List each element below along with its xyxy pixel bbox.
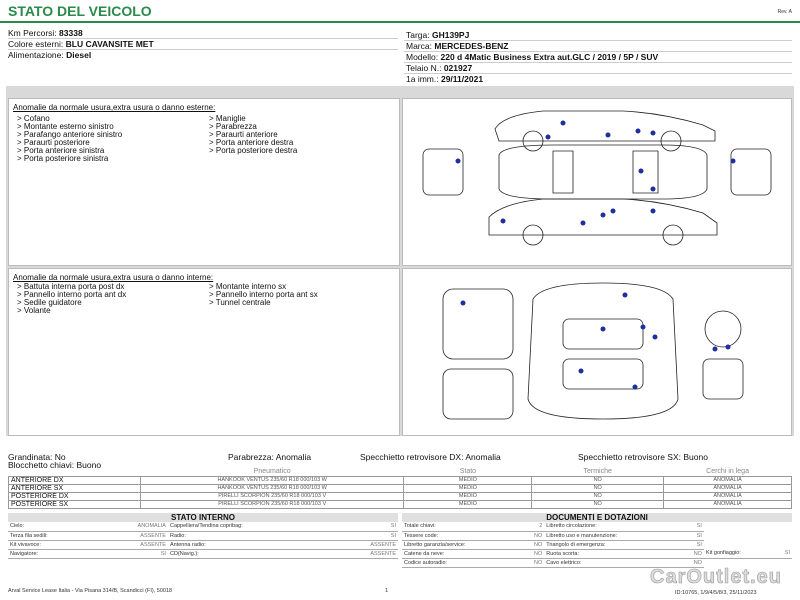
exterior-car-diagram — [403, 99, 791, 265]
keys-status: Blocchetto chiavi: Buono — [8, 460, 102, 470]
tyre-cell-thermal: NO — [532, 500, 664, 508]
damage-marker — [713, 347, 718, 352]
field-label: Kit gonfiaggio: — [704, 549, 775, 558]
field-label: Ruota scorta: — [544, 549, 681, 558]
tyre-row — [9, 492, 792, 500]
car-rear-outline — [731, 149, 771, 195]
car-top-outline — [499, 145, 707, 199]
page-title: STATO DEL VEICOLO — [8, 3, 152, 19]
field-label: Cavo elettrico: — [544, 558, 681, 567]
tyre-cell-rims: ANOMALIA — [664, 484, 792, 492]
damage-list-item: > Montante esterno sinistro — [17, 122, 114, 131]
tyre-cell-state: MEDIO — [404, 484, 532, 492]
field-value: ASSENTE — [334, 549, 398, 558]
grid-row — [402, 531, 792, 540]
interior-list-right — [209, 283, 318, 307]
km-label: Km Percorsi: — [8, 28, 57, 38]
tyre-row — [9, 476, 792, 484]
damage-marker — [651, 131, 656, 136]
damage-marker — [639, 169, 644, 174]
grid-row — [402, 549, 792, 558]
model-row — [406, 52, 658, 62]
field-value: NO — [522, 540, 544, 549]
documents-table — [402, 522, 792, 568]
field-label: Catene da neve: — [402, 549, 522, 558]
field-value: ASSENTE — [334, 540, 398, 549]
field-label: Cielo: — [8, 522, 98, 531]
km-value: 83338 — [59, 28, 83, 38]
damage-list-item: > Paraurti posteriore — [17, 138, 90, 147]
rims-header: Cerchi in lega — [706, 468, 749, 476]
registration-row — [406, 74, 483, 84]
tyre-row — [9, 484, 792, 492]
field-value: 2 — [522, 522, 544, 531]
damage-list-item: > Montante interno sx — [209, 282, 287, 291]
plate-row — [406, 30, 469, 40]
tyre-cell-state: MEDIO — [404, 500, 532, 508]
damage-marker — [579, 369, 584, 374]
field-label: Navigatore: — [8, 549, 98, 558]
footer-reference: ID:10765, 1/9/4/5/8/3, 25/11/2023 — [675, 590, 757, 596]
field-label: CD(Navig.): — [168, 549, 334, 558]
interior-title: Anomalie da normale usura,extra usura o danno interne: — [13, 273, 214, 282]
steering-wheel-icon — [705, 311, 741, 347]
field-value: SI — [98, 549, 168, 558]
color-row — [8, 39, 154, 49]
title-underline — [0, 21, 800, 23]
windshield-status: Parabrezza: Anomalia — [228, 452, 312, 462]
field-value: ANOMALIA — [98, 522, 168, 531]
damage-marker — [546, 135, 551, 140]
car-cabin-front-outline — [443, 289, 513, 359]
damage-list-item: > Paraurti anteriore — [209, 130, 278, 139]
damage-list-item: > Sedile guidatore — [17, 298, 82, 307]
registration-value: 29/11/2021 — [440, 74, 484, 84]
plate-value: GH139PJ — [432, 30, 470, 40]
car-cabin-rear-outline — [443, 369, 513, 419]
internal-state-table — [8, 522, 398, 559]
damage-marker — [651, 187, 656, 192]
grid-row — [8, 549, 398, 558]
field-label: Totale chiavi: — [402, 522, 522, 531]
damage-list-item: > Battuta interna porta post dx — [17, 282, 125, 291]
field-label: Terza fila sedili: — [8, 531, 98, 540]
tyre-cell-pos: POSTERIORE SX — [9, 500, 141, 508]
tyre-cell-rims: ANOMALIA — [664, 492, 792, 500]
fuel-row — [8, 50, 91, 60]
field-value: NO — [522, 558, 544, 567]
frame-label: Telaio N.: — [406, 63, 442, 73]
car-side-top-outline — [495, 111, 715, 141]
exterior-panel — [8, 98, 400, 266]
plate-label: Targa: — [406, 30, 430, 40]
field-label: Kit vivavoce: — [8, 540, 98, 549]
internal-state-title: STATO INTERNO — [8, 513, 398, 522]
state-header: Stato — [459, 468, 477, 476]
tyre-cell-rims: ANOMALIA — [664, 476, 792, 484]
damage-marker — [581, 221, 586, 226]
tyre-cell-pos: ANTERIORE DX — [9, 476, 141, 484]
tyres-header-row — [9, 468, 792, 476]
field-value: NO — [682, 549, 704, 558]
field-label: Radio: — [168, 531, 334, 540]
exterior-title: Anomalie da normale usura,extra usura o danno esterne: — [13, 103, 216, 112]
damage-marker — [461, 301, 466, 306]
damage-marker — [611, 209, 616, 214]
grid-row — [402, 522, 792, 531]
exterior-diagram-panel — [402, 98, 792, 266]
field-label: Cappelliera/Tendina copribag: — [168, 522, 334, 531]
field-label: Libretto circolazione: — [544, 522, 681, 531]
brand-value: MERCEDES-BENZ — [434, 41, 509, 51]
field-value: SI — [682, 522, 704, 531]
damage-list-item: > Parabrezza — [209, 122, 257, 131]
damage-list-item: > Volante — [17, 306, 51, 315]
interior-panel — [8, 268, 400, 436]
field-label: Antenna radio: — [168, 540, 334, 549]
km-row — [8, 28, 83, 38]
hail-status: Grandinata: No — [8, 452, 66, 462]
tyre-cell-thermal: NO — [532, 492, 664, 500]
seats-outline — [563, 359, 643, 389]
grid-row — [8, 522, 398, 531]
damage-list-item: > Cofano — [17, 114, 50, 123]
damage-marker — [726, 345, 731, 350]
field-label: Libretto garanzia/service: — [402, 540, 522, 549]
field-value: SI — [334, 522, 398, 531]
field-label: Libretto uso e manutenzione: — [544, 531, 681, 540]
interior-diagram-panel — [402, 268, 792, 436]
field-value: ASSENTE — [98, 540, 168, 549]
frame-value: 021927 — [443, 63, 473, 73]
grid-row — [402, 540, 792, 549]
color-label: Colore esterni: — [8, 39, 64, 49]
model-label: Modello: — [406, 52, 439, 62]
damage-list-item: > Porta posteriore sinistra — [17, 154, 109, 163]
tyre-header: Pneumatico — [253, 468, 291, 476]
damage-list-item: > Porta anteriore sinistra — [17, 146, 105, 155]
damage-marker — [501, 219, 506, 224]
mirror-dx-status: Specchietto retrovisore DX: Anomalia — [360, 452, 501, 462]
exterior-list-left — [17, 115, 122, 163]
tyre-cell-pos: POSTERIORE DX — [9, 492, 141, 500]
grid-row — [8, 540, 398, 549]
brand-label: Marca: — [406, 41, 432, 51]
documents-title: DOCUMENTI E DOTAZIONI — [402, 513, 792, 522]
tyre-cell-state: MEDIO — [404, 492, 532, 500]
damage-list-item: > Pannello interno porta ant sx — [209, 290, 318, 299]
damage-marker — [731, 159, 736, 164]
tyre-cell-state: MEDIO — [404, 476, 532, 484]
tyre-cell-thermal: NO — [532, 484, 664, 492]
damage-marker — [641, 325, 646, 330]
damage-marker — [561, 121, 566, 126]
damage-marker — [601, 327, 606, 332]
field-value: SI — [682, 531, 704, 540]
field-value: NO — [522, 531, 544, 540]
thermal-header: Termiche — [583, 468, 612, 476]
damage-marker — [623, 293, 628, 298]
model-value: 220 d 4Matic Business Extra aut.GLC / 2019 / 5P / SUV — [440, 52, 659, 62]
revision-label: Rev. A — [777, 9, 792, 15]
tyre-cell-tyre: PIRELLI SCORPION 235/60 R18 000/103 V — [140, 492, 404, 500]
field-value: ASSENTE — [98, 531, 168, 540]
tyre-cell-tyre: HANKOOK VENTUS 235/60 R18 000/103 W — [140, 484, 404, 492]
damage-marker — [651, 209, 656, 214]
footer-company: Arval Service Lease Italia - Via Pisana 314/B, Scandicci (FI), 50018 — [8, 588, 173, 594]
section-bar — [6, 86, 794, 98]
seats-outline — [563, 319, 643, 349]
field-label: Tessere code: — [402, 531, 522, 540]
tyre-cell-rims: ANOMALIA — [664, 500, 792, 508]
car-front-outline — [423, 149, 463, 195]
damage-list-item: > Parafango anteriore sinistro — [17, 130, 123, 139]
tyre-row — [9, 500, 792, 508]
field-value: NO — [682, 558, 704, 567]
footer-page-number: 1 — [385, 588, 389, 594]
field-value: NO — [522, 549, 544, 558]
field-value: SI — [682, 540, 704, 549]
frame-row — [406, 63, 472, 73]
fuel-label: Alimentazione: — [8, 50, 64, 60]
damage-marker — [636, 129, 641, 134]
damage-marker — [633, 385, 638, 390]
field-label: Codice autoradio: — [402, 558, 522, 567]
grid-row — [8, 531, 398, 540]
damage-marker — [601, 213, 606, 218]
exterior-list-right — [209, 115, 297, 155]
fuel-value: Diesel — [66, 50, 92, 60]
color-value: BLU CAVANSITE MET — [65, 39, 154, 49]
dashboard-outline — [703, 359, 743, 399]
damage-list-item: > Porta posteriore destra — [209, 146, 298, 155]
tyre-cell-tyre: PIRELLI SCORPION 235/60 R18 000/103 V — [140, 500, 404, 508]
interior-list-left — [17, 283, 126, 315]
damage-marker — [456, 159, 461, 164]
damage-list-item: > Maniglie — [209, 114, 246, 123]
tyres-table — [8, 468, 792, 509]
field-value: SI — [334, 531, 398, 540]
field-value: SI — [775, 549, 792, 558]
mirror-sx-status: Specchietto retrovisore SX: Buono — [578, 452, 708, 462]
tyre-cell-thermal: NO — [532, 476, 664, 484]
damage-list-item: > Pannello interno porta ant dx — [17, 290, 127, 299]
damage-marker — [653, 335, 658, 340]
tyre-cell-tyre: HANKOOK VENTUS 235/60 R18 000/103 W — [140, 476, 404, 484]
interior-car-diagram — [403, 269, 791, 435]
field-label: Triangolo di emergenza: — [544, 540, 681, 549]
damage-marker — [606, 133, 611, 138]
watermark-logo: CarOutlet.eu — [650, 566, 783, 588]
damage-list-item: > Porta anteriore destra — [209, 138, 294, 147]
registration-label: 1a imm.: — [406, 74, 439, 84]
damage-list-item: > Tunnel centrale — [209, 298, 271, 307]
brand-row — [406, 41, 509, 51]
car-interior-top-outline — [528, 283, 678, 419]
tyre-cell-pos: ANTERIORE SX — [9, 484, 141, 492]
